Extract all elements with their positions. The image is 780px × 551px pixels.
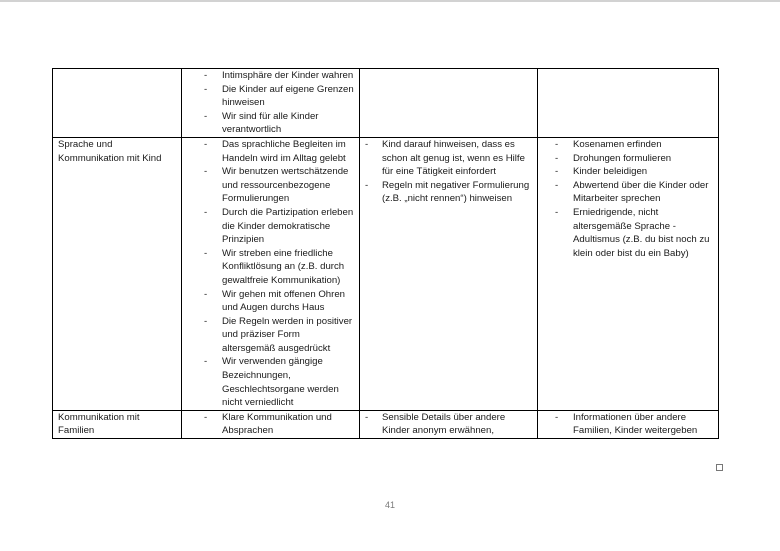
category-cell: Sprache und Kommunikation mit Kind — [53, 137, 182, 410]
caution-cell — [360, 69, 538, 138]
list-item: - Sensible Details über andere Kinder anonym erwähnen, — [365, 411, 533, 438]
dont-cell — [538, 410, 719, 438]
window-top-border — [0, 0, 780, 2]
table-row — [53, 69, 719, 138]
list-item: - Kosenamen erfinden — [543, 138, 714, 152]
do-cell — [182, 69, 360, 138]
list-item: - Wir benutzen wertschätzende und ressourcenbezogene Formulierungen — [187, 165, 355, 206]
list-item: - Regeln mit negativer Formulierung (z.B. „nicht rennen“) hinweisen — [365, 179, 533, 206]
category-cell: Kommunikation mit Familien — [53, 410, 182, 438]
table-resize-handle[interactable] — [716, 464, 723, 471]
category-cell — [53, 69, 182, 138]
table-row — [53, 137, 719, 410]
do-cell — [182, 410, 360, 438]
list-item: - Kinder beleidigen — [543, 165, 714, 179]
caution-cell — [360, 137, 538, 410]
list-item: - Wir gehen mit offenen Ohren und Augen durchs Haus — [187, 288, 355, 315]
document-table — [52, 68, 719, 439]
list-item: - Wir streben eine friedliche Konfliktlösung an (z.B. durch gewaltfreie Kommunikation) — [187, 247, 355, 288]
page-number: 41 — [384, 500, 395, 510]
list-item: - Die Kinder auf eigene Grenzen hinweisen — [187, 83, 355, 110]
list-item: - Das sprachliche Begleiten im Handeln wird im Alltag gelebt — [187, 138, 355, 165]
list-item: - Informationen über andere Familien, Kinder weitergeben — [543, 411, 714, 438]
list-item: - Kind darauf hinweisen, dass es schon alt genug ist, wenn es Hilfe für eine Tätigkeit einfordert — [365, 138, 533, 179]
caution-cell — [360, 410, 538, 438]
do-cell — [182, 137, 360, 410]
list-item: - Intimsphäre der Kinder wahren — [187, 69, 355, 83]
list-item: - Drohungen formulieren — [543, 152, 714, 166]
list-item: - Abwertend über die Kinder oder Mitarbeiter sprechen — [543, 179, 714, 206]
list-item: - Die Regeln werden in positiver und präziser Form altersgemäß ausgedrückt — [187, 315, 355, 356]
list-item: - Erniedrigende, nicht altersgemäße Sprache - Adultismus (z.B. du bist noch zu klein oder bist du ein Baby) — [543, 206, 714, 260]
list-item: - Durch die Partizipation erleben die Kinder demokratische Prinzipien — [187, 206, 355, 247]
list-item: - Wir verwenden gängige Bezeichnungen, Geschlechtsorgane werden nicht verniedlicht — [187, 355, 355, 409]
list-item: - Wir sind für alle Kinder verantwortlich — [187, 110, 355, 137]
dont-cell — [538, 137, 719, 410]
table-row — [53, 410, 719, 438]
dont-cell — [538, 69, 719, 138]
list-item: - Klare Kommunikation und Absprachen — [187, 411, 355, 438]
